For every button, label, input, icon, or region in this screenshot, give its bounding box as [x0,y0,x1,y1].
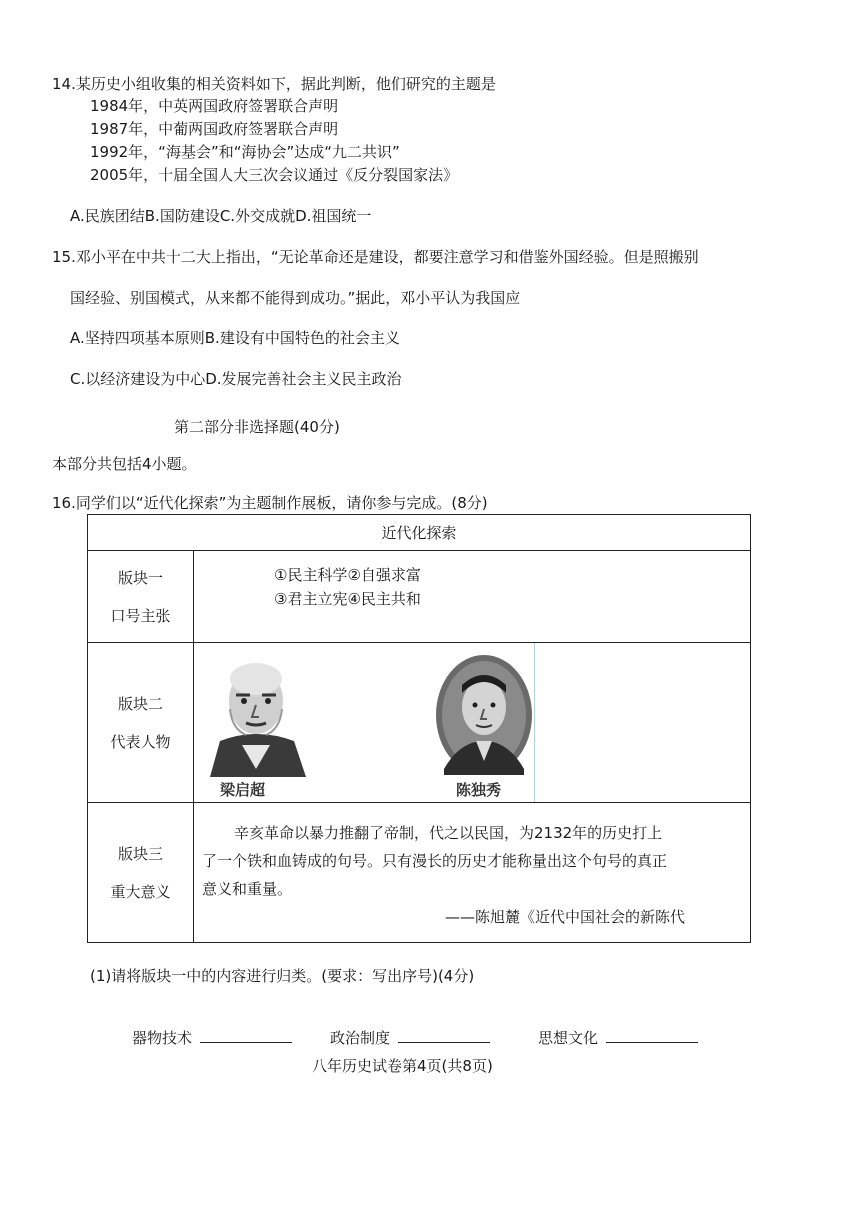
q16-sub1: (1)请将版块一中的内容进行归类。(要求：写出序号)(4分) [90,967,475,985]
exhibition-panel-table [87,514,751,943]
liang-qichao-portrait [202,649,310,779]
person2-name: 陈独秀 [456,781,502,799]
quote-line2: 了一个铁和血铸成的句号。只有漫长的历史才能称量出这个句号的真正 [202,852,668,870]
block2-label-line1: 版块二 [117,694,163,713]
q14-item-2: 1987年，中葡两国政府签署联合声明 [90,120,339,138]
block1-label [88,551,194,643]
category-1 [132,1028,292,1048]
category-3-label: 思想文化 [538,1029,599,1047]
block1-label-line1: 版块一 [117,568,163,587]
block2-content [194,643,751,803]
block1-label-line2: 口号主张 [110,606,171,625]
block2-label [88,643,194,803]
block2-label-line2: 代表人物 [110,732,171,751]
q14-item-4: 2005年，十届全国人大三次会议通过《反分裂国家法》 [90,166,459,184]
person1-name: 梁启超 [220,781,266,799]
chen-duxiu-portrait [430,649,538,779]
q15-options-line1: A.坚持四项基本原则B.建设有中国特色的社会主义 [70,329,400,347]
answer-blank-2[interactable] [398,1028,490,1043]
block3-content [194,803,751,943]
q15-stem-line1: 15.邓小平在中共十二大上指出，“无论革命还是建设，都要注意学习和借鉴外国经验。但是照搬别 [52,248,699,266]
category-1-label: 器物技术 [132,1029,193,1047]
q14-item-3: 1992年，“海基会”和“海协会”达成“九二共识” [90,143,400,161]
part2-title: 第二部分非选择题(40分) [174,418,340,436]
q14-item-1: 1984年，中英两国政府签署联合声明 [90,97,339,115]
answer-blank-1[interactable] [200,1028,292,1043]
q14-stem: 14.某历史小组收集的相关资料如下，据此判断，他们研究的主题是 [52,75,496,93]
block3-label-line1: 版块三 [117,844,163,863]
answer-blank-3[interactable] [606,1028,698,1043]
quote-line3: 意义和重量。 [202,880,293,898]
panel-title: 近代化探索 [88,515,751,551]
block1-content [194,551,751,643]
image-border [534,643,535,802]
quote-source: ——陈旭麓《近代中国社会的新陈代 [445,908,686,926]
category-2-label: 政治制度 [330,1029,391,1047]
q16-stem: 16.同学们以“近代化探索”为主题制作展板，请你参与完成。(8分) [52,494,488,512]
block3-label [88,803,194,943]
q15-options-line2: C.以经济建设为中心D.发展完善社会主义民主政治 [70,370,402,388]
page-footer: 八年历史试卷第4页(共8页) [312,1057,493,1075]
part2-intro: 本部分共包括4小题。 [52,455,197,473]
category-3 [538,1028,698,1048]
category-2 [330,1028,490,1048]
block1-content-line2: ③君主立宪④民主共和 [274,590,421,608]
q15-stem-line2: 国经验、别国模式，从来都不能得到成功。”据此，邓小平认为我国应 [70,289,521,307]
block3-label-line2: 重大意义 [110,882,171,901]
q14-options: A.民族团结B.国防建设C.外交成就D.祖国统一 [70,207,372,225]
quote-line1: 辛亥革命以暴力推翻了帝制，代之以民国，为2132年的历史打上 [234,824,663,842]
block1-content-line1: ①民主科学②自强求富 [274,566,421,584]
